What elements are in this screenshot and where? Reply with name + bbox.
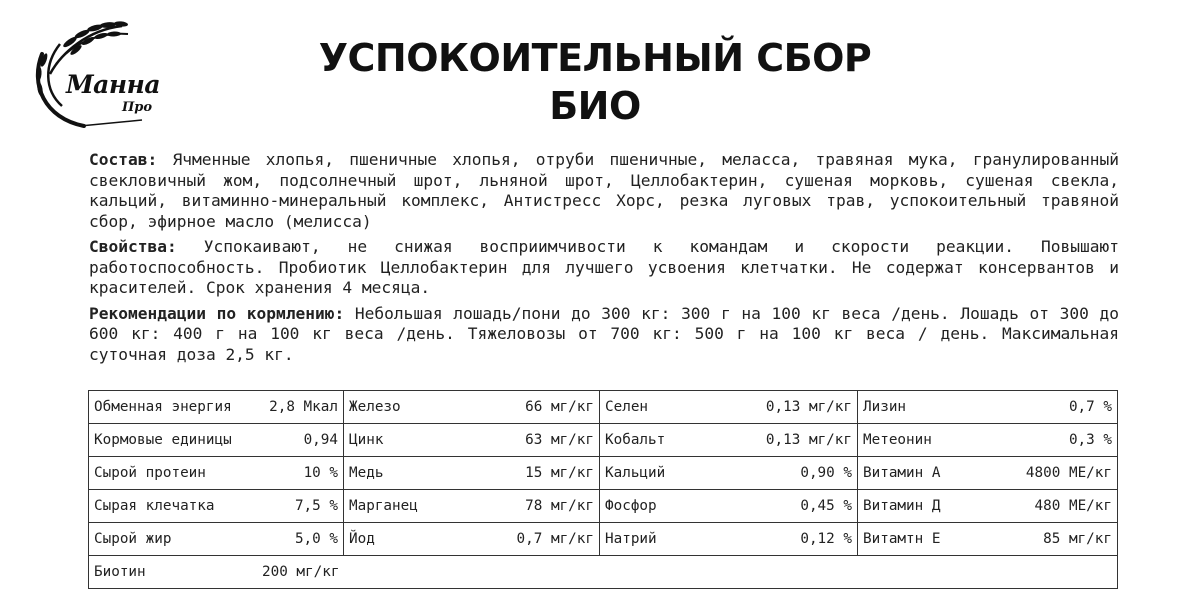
table-cell: Марганец 78 мг/кг: [344, 490, 600, 523]
table-cell: Сырой жир 5,0 %: [89, 523, 344, 556]
logo-name: Манна: [66, 70, 161, 99]
properties-text: Успокаивают, не снижая восприимчивости к командам и скорости реакции. Повышают работоспособность. Пробиотик Целлобактерин для лучшего усвоения клетчатки. Не содержат консервантов и красителей. Срок хранения 4 месяца.: [89, 237, 1119, 297]
composition-paragraph: [89, 150, 1119, 232]
table-row: [89, 391, 1118, 424]
logo-subtitle: Про: [122, 100, 153, 115]
feeding-paragraph: [89, 304, 1119, 366]
table-cell: Метеонин 0,3 %: [858, 424, 1118, 457]
table-row: [89, 556, 1118, 589]
nutrition-table: [88, 390, 1118, 589]
table-cell-biotin: [89, 556, 1118, 589]
description-block: [89, 150, 1119, 370]
properties-paragraph: [89, 237, 1119, 299]
page-title: [250, 34, 940, 130]
table-cell: Фосфор 0,45 %: [600, 490, 858, 523]
composition-label: Состав:: [89, 150, 158, 169]
feeding-text: Небольшая лошадь/пони до 300 кг: 300 г на 100 кг веса /день. Лошадь от 300 до 600 кг: 400 г на 100 кг веса /день. Тяжеловозы от 700 кг: 500 г на 100 кг веса / день. Максимальная суточная доза 2,5 кг.: [89, 303, 1120, 364]
table-row: [89, 457, 1118, 490]
title-line-1: УСПОКОИТЕЛЬНЫЙ СБОР: [318, 36, 872, 80]
title-line-2: БИО: [549, 84, 641, 128]
table-row: [89, 523, 1118, 556]
brand-logo: [22, 14, 167, 134]
feeding-label: Рекомендации по кормлению:: [89, 303, 345, 323]
table-cell: Лизин 0,7 %: [858, 391, 1118, 424]
table-row: [89, 490, 1118, 523]
table-cell: Кормовые единицы 0,94: [89, 424, 344, 457]
table-cell: Витамин А 4800 МЕ/кг: [858, 457, 1118, 490]
properties-label: Свойства:: [89, 237, 177, 256]
table-cell: Натрий 0,12 %: [600, 523, 858, 556]
table-cell: Обменная энергия 2,8 Мкал: [89, 391, 344, 424]
table-cell: Сырая клечатка 7,5 %: [89, 490, 344, 523]
table-cell: Кобальт 0,13 мг/кг: [600, 424, 858, 457]
table-cell: Селен 0,13 мг/кг: [600, 391, 858, 424]
table-cell: Витамин Д 480 МЕ/кг: [858, 490, 1118, 523]
table-cell: Железо 66 мг/кг: [344, 391, 600, 424]
table-cell: Кальций 0,90 %: [600, 457, 858, 490]
biotin-value: 200 мг/кг: [262, 564, 340, 580]
composition-text: Ячменные хлопья, пшеничные хлопья, отруби пшеничные, меласса, травяная мука, гранулированный свекловичный жом, подсолнечный шрот, льняной шрот, Целлобактерин, сушеная морковь, сушеная свекла, кальций, витаминно-минеральный комплекс, Антистресс Хорс, резка луговых трав, успокоительный травяной сбор, эфирное масло (мелисса): [89, 150, 1120, 231]
table-cell: Цинк 63 мг/кг: [344, 424, 600, 457]
table-row: [89, 424, 1118, 457]
table-cell: Йод 0,7 мг/кг: [344, 523, 600, 556]
table-cell: Сырой протеин 10 %: [89, 457, 344, 490]
table-cell: Витамтн Е 85 мг/кг: [858, 523, 1118, 556]
table-cell: Медь 15 мг/кг: [344, 457, 600, 490]
biotin-name: Биотин: [94, 564, 146, 580]
